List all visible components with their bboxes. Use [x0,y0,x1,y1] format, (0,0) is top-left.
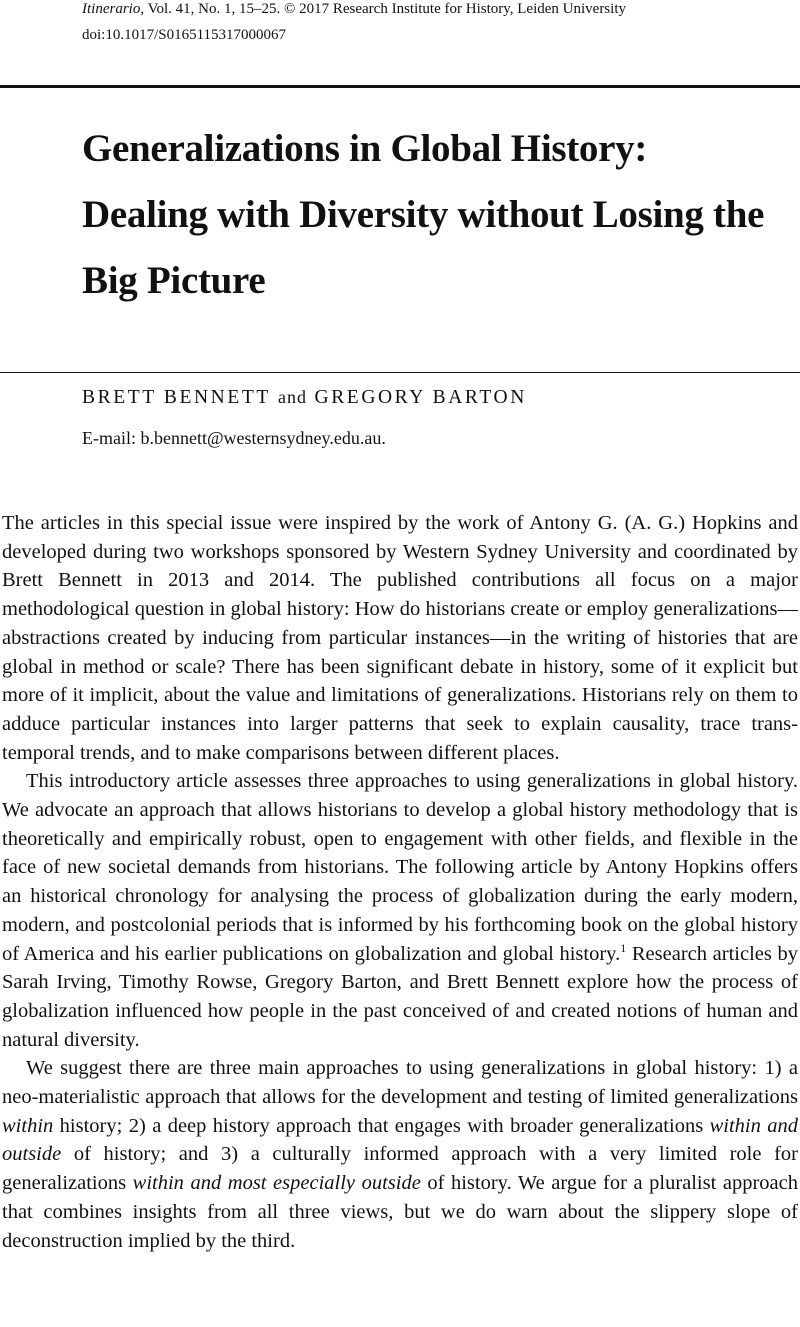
paragraph-1: The articles in this special issue were inspired by the work of Antony G. (A. G.) Hopkins and developed during two workshops sponsored by Western Sydney University and coordinated by Brett Bennett in 2013 and 2014. The published contributions all focus on a major methodological question in global history: How do historians create or employ generalizations—abstractions created by inducing from particular instances—in the writing of histories that are global in method or scale? There has been significant debate in history, some of it explicit but more of it implicit, about the value and limitations of generalizations. Historians rely on them to adduce particular instances into larger patterns that seek to explain causality, trace trans-temporal trends, and to make comparisons between different places. [2,512,798,764]
author-2: GREGORY BARTON [314,387,527,408]
emphasis-most-especially-outside: within and most especially outside [132,1172,421,1195]
author-line [82,387,527,409]
paragraph-2 [2,767,798,1054]
doi-line: doi:10.1017/S0165115317000067 [82,27,287,43]
paragraph-3-text-a: We suggest there are three main approaches to using generalizations in global history: 1) a neo-materialistic approach that allows for the development and testing of limited generalizations [2,1057,798,1109]
author-1: BRETT BENNETT [82,387,271,408]
author-email: E-mail: b.bennett@westernsydney.edu.au. [82,428,386,448]
article-title: Generalizations in Global History: Dealing with Diversity without Losing the Big Picture [82,127,765,302]
paragraph-3-text-d: of history. We argue for a pluralist approach that combines insights from all three views, but we do warn about the slippery slope of deconstruction implied by the third. [2,1172,798,1252]
citation-details: Vol. 41, No. 1, 15–25. © 2017 Research Institute for History, Leiden University [144,1,626,17]
header-rule [0,85,800,88]
author-connector: and [278,387,308,407]
footnote-marker[interactable]: 1 [620,940,627,955]
journal-name: Itinerario, [82,1,145,17]
emphasis-within: within [2,1114,54,1137]
citation-line [82,0,626,19]
emphasis-within-and-outside: within and outside [2,1114,798,1166]
paragraph-2-text-b: Research articles by Sarah Irving, Timothy Rowse, Gregory Barton, and Brett Bennett explore how the process of globalization influenced how people in the past conceived of and created notions of human and natural diversity. [2,942,798,1051]
paragraph-3 [2,1054,798,1255]
paragraph-3-text-b: history; 2) a deep history approach that engages with broader generalizations [53,1114,710,1137]
article-body [2,509,798,1255]
title-rule [0,372,800,373]
paragraph-3-text-c: of history; and 3) a culturally informed approach with a very limited role for generalizations [2,1143,798,1195]
paragraph-2-text-a: This introductory article assesses three approaches to using generalizations in global history. We advocate an approach that allows historians to develop a global history methodology that is theoretically and empirically robust, open to engagement with other fields, and flexible in the face of new societal demands from historians. The following article by Antony Hopkins offers an historical chronology for analysing the process of globalization during the early modern, modern, and postcolonial periods that is informed by his forthcoming book on the global history of America and his earlier publications on globalization and global history. [2,770,798,965]
